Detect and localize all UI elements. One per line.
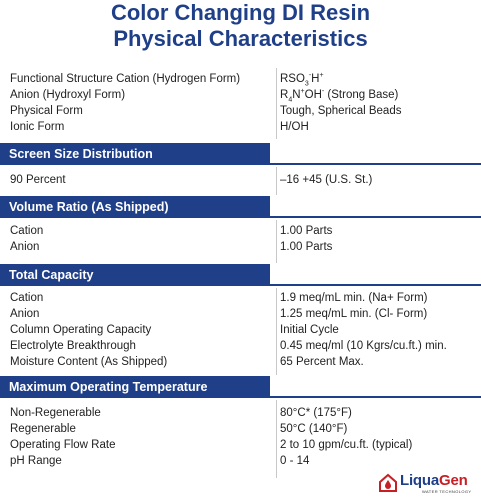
spec-value: 1.25 meq/mL min. (Cl- Form): [280, 308, 428, 320]
spec-row: [0, 437, 481, 453]
water-drop-house-icon: [378, 473, 398, 493]
spec-label: Operating Flow Rate: [10, 439, 116, 451]
spec-label: Regenerable: [10, 423, 76, 435]
spec-label: Moisture Content (As Shipped): [10, 356, 168, 368]
spec-value: –16 +45 (U.S. St.): [280, 174, 373, 186]
title-line-2: Physical Characteristics: [113, 26, 368, 51]
spec-value: 80°C* (175°F): [280, 407, 352, 419]
spec-row: [0, 405, 481, 421]
spec-row: [0, 306, 481, 322]
spec-label: pH Range: [10, 455, 62, 467]
spec-label: Ionic Form: [10, 121, 65, 133]
spec-row: [0, 421, 481, 437]
section-rule: [270, 396, 481, 398]
spec-row: [0, 453, 481, 469]
spec-row: [0, 290, 481, 306]
spec-value: 1.00 Parts: [280, 225, 333, 237]
spec-row: [0, 71, 481, 87]
spec-value: $RSO_3^-H^+$: [280, 72, 324, 88]
logo-tagline: WATER TECHNOLOGY: [422, 489, 472, 494]
spec-value: 65 Percent Max.: [280, 356, 364, 368]
section-header-volume-ratio: Volume Ratio (As Shipped): [0, 196, 270, 218]
spec-row: [0, 103, 481, 119]
spec-value: 1.00 Parts: [280, 241, 333, 253]
spec-label: Anion: [10, 241, 40, 253]
spec-label: Physical Form: [10, 105, 83, 117]
spec-row: [0, 322, 481, 338]
spec-value: H/OH: [280, 121, 309, 133]
spec-label: Cation: [10, 292, 44, 304]
section-rule: [270, 216, 481, 218]
spec-label: Functional Structure Cation (Hydrogen Form): [10, 73, 241, 85]
spec-row: [0, 223, 481, 239]
liquagen-logo: [378, 472, 478, 496]
spec-value: 2 to 10 gpm/cu.ft. (typical): [280, 439, 413, 451]
spec-label: Electrolyte Breakthrough: [10, 340, 136, 352]
spec-row: [0, 119, 481, 135]
spec-row: [0, 239, 481, 255]
section-rule: [270, 284, 481, 286]
spec-label: Anion (Hydroxyl Form): [10, 89, 126, 101]
spec-label: Anion: [10, 308, 40, 320]
spec-value: 50°C (140°F): [280, 423, 348, 435]
spec-value: 0.45 meq/ml (10 Kgrs/cu.ft.) min.: [280, 340, 447, 352]
spec-value: $R_4N^+OH^-$ (Strong Base): [280, 88, 399, 104]
spec-value: Tough, Spherical Beads: [280, 105, 402, 117]
spec-label: Cation: [10, 225, 44, 237]
spec-label: 90 Percent: [10, 174, 66, 186]
spec-value: Initial Cycle: [280, 324, 339, 336]
spec-label: Column Operating Capacity: [10, 324, 152, 336]
section-rule: [270, 163, 481, 165]
spec-row: [0, 338, 481, 354]
section-header-total-capacity: Total Capacity: [0, 264, 270, 286]
spec-row: [0, 354, 481, 370]
logo-name: LiquaGen: [400, 472, 468, 489]
spec-row: [0, 172, 481, 188]
section-header-max-temperature: Maximum Operating Temperature: [0, 376, 270, 398]
spec-label: Non-Regenerable: [10, 407, 101, 419]
section-header-screen-size: Screen Size Distribution: [0, 143, 270, 165]
spec-value: 1.9 meq/mL min. (Na+ Form): [280, 292, 428, 304]
spec-row: [0, 87, 481, 103]
title-line-1: Color Changing DI Resin: [110, 0, 371, 25]
spec-value: 0 - 14: [280, 455, 310, 467]
